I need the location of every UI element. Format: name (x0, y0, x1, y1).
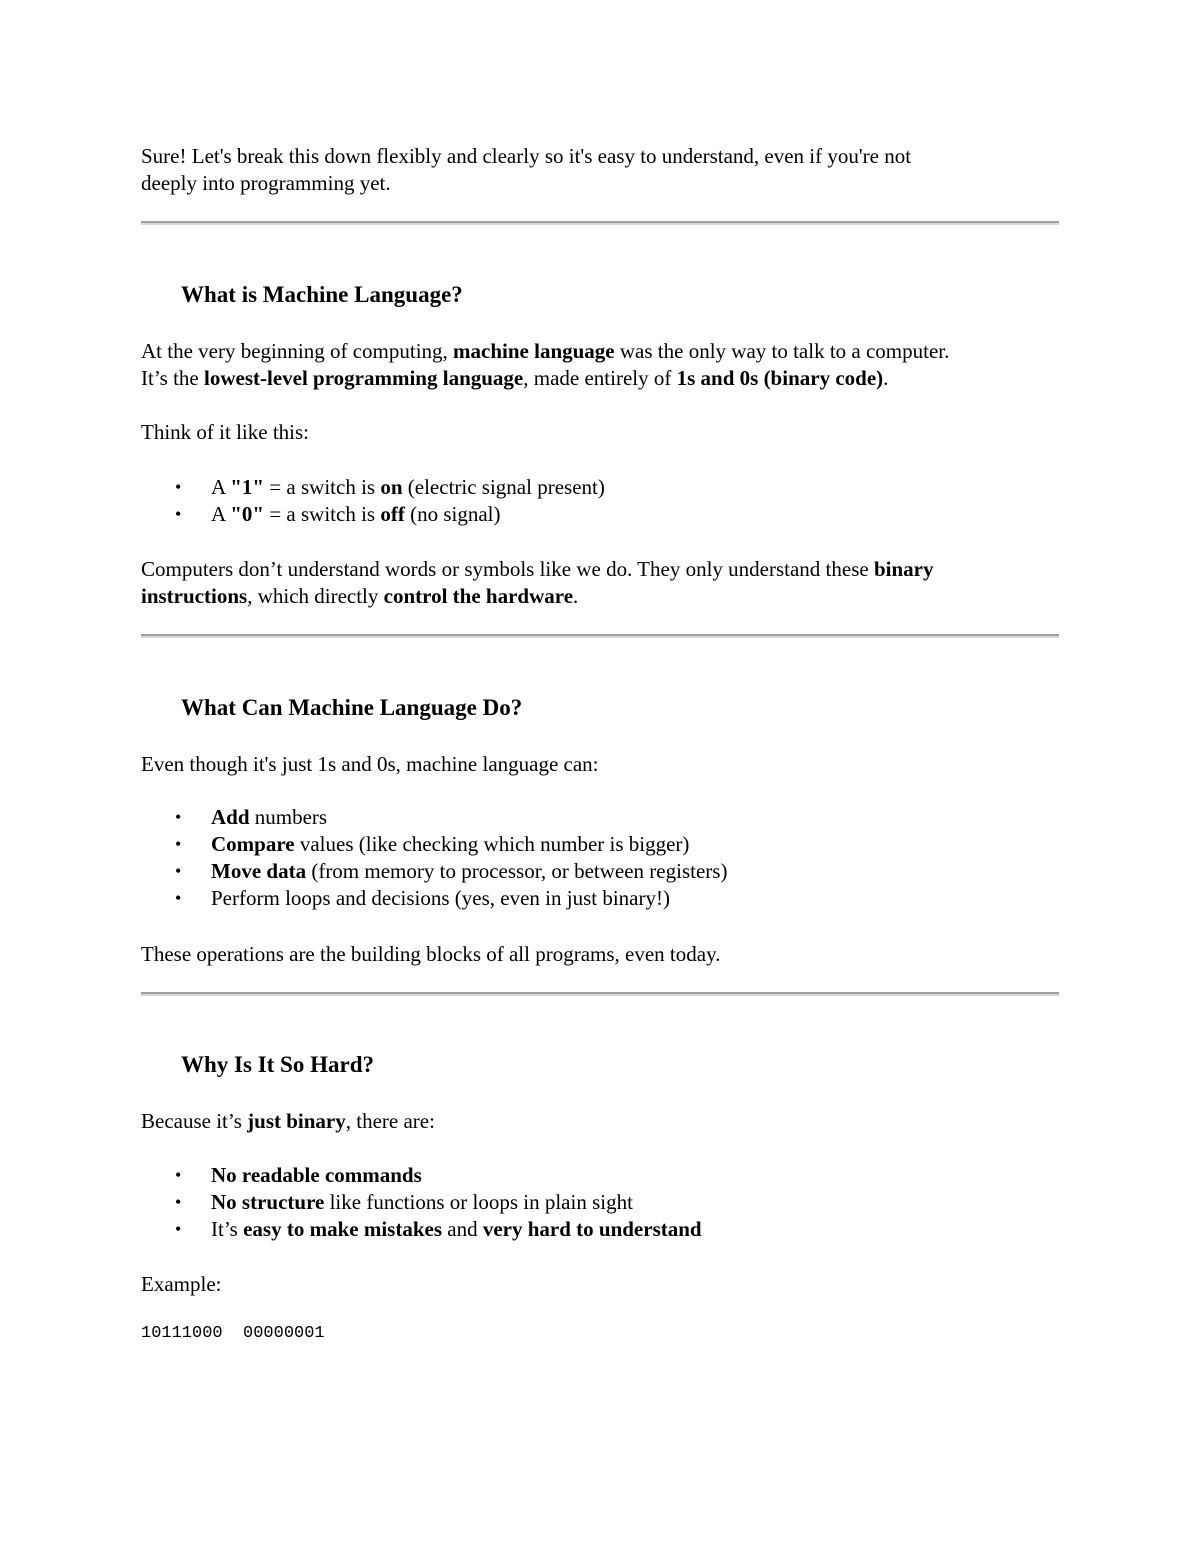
text-run: (electric signal present) (402, 475, 605, 499)
text-run: A (211, 475, 231, 499)
bullet-icon: • (175, 807, 182, 827)
text-run: values (like checking which number is bigger) (294, 832, 690, 856)
text-run: Because it’s (141, 1109, 248, 1133)
section2-paragraph-1: Even though it's just 1s and 0s, machine language can: (141, 752, 599, 776)
bold-run: Compare (211, 832, 295, 856)
binary-code-example: 10111000 00000001 (141, 1324, 325, 1343)
section-heading-machine-language: What is Machine Language? (181, 282, 463, 307)
bullet-icon: • (175, 1165, 182, 1185)
bullet-icon: • (175, 477, 182, 497)
text-run: numbers (249, 805, 328, 829)
text-run: It’s (211, 1217, 244, 1241)
text-run: A (211, 502, 231, 526)
text-run: = a switch is (264, 475, 381, 499)
list-item (141, 1216, 702, 1243)
intro-line-2: deeply into programming yet. (141, 171, 391, 195)
horizontal-rule-1 (141, 221, 1059, 225)
bold-run: lowest-level programming language (204, 366, 524, 390)
list-item (141, 858, 727, 885)
list-item (141, 1162, 702, 1189)
list-item (141, 474, 605, 501)
list-item (141, 885, 727, 912)
bold-run: 1s and 0s (binary code) (676, 366, 884, 390)
intro-line-1: Sure! Let's break this down flexibly and clearly so it's easy to understand, even if you're not (141, 144, 912, 168)
text-run: It’s the (141, 366, 204, 390)
text-run: At the very beginning of computing, (141, 339, 454, 363)
section1-paragraph-3 (141, 556, 1071, 610)
list-item (141, 501, 605, 528)
bold-run: Add (211, 805, 250, 829)
bold-run: No readable commands (211, 1163, 422, 1187)
bold-run: control the hardware (383, 584, 574, 608)
section-heading-why-hard: Why Is It So Hard? (181, 1052, 374, 1077)
bold-run: "0" (230, 502, 265, 526)
text-run: (from memory to processor, or between registers) (306, 859, 728, 883)
bold-run: easy to make mistakes (243, 1217, 442, 1241)
bold-run: "1" (230, 475, 265, 499)
list-item (141, 804, 727, 831)
bold-run: instructions (141, 584, 248, 608)
intro-paragraph (141, 143, 1071, 197)
text-run: . (883, 366, 889, 390)
horizontal-rule-2 (141, 634, 1059, 638)
example-label: Example: (141, 1272, 222, 1296)
text-run: (no signal) (404, 502, 501, 526)
text-run: was the only way to talk to a computer. (614, 339, 950, 363)
bold-run: Move data (211, 859, 307, 883)
text-run: like functions or loops in plain sight (324, 1190, 633, 1214)
section2-bullet-list (141, 804, 727, 912)
section2-paragraph-2: These operations are the building blocks of all programs, even today. (141, 942, 721, 966)
bullet-icon: • (175, 1192, 182, 1212)
text-run: Computers don’t understand words or symbols like we do. They only understand these (141, 557, 874, 581)
section3-bullet-list (141, 1162, 702, 1243)
bullet-icon: • (175, 834, 182, 854)
bold-run: machine language (453, 339, 615, 363)
text-run: , there are: (345, 1109, 435, 1133)
bullet-icon: • (175, 504, 182, 524)
bold-run: off (380, 502, 405, 526)
bullet-icon: • (175, 861, 182, 881)
text-run: . (573, 584, 579, 608)
bullet-icon: • (175, 1219, 182, 1239)
section1-paragraph-1 (141, 338, 1071, 392)
bullet-icon: • (175, 888, 182, 908)
text-run: = a switch is (264, 502, 381, 526)
section1-bullet-list (141, 474, 605, 528)
text-run: , which directly (247, 584, 384, 608)
bold-run: on (380, 475, 403, 499)
text-run: and (442, 1217, 483, 1241)
bold-run: binary (873, 557, 934, 581)
bold-run: just binary (247, 1109, 346, 1133)
section1-paragraph-2: Think of it like this: (141, 420, 309, 444)
section3-paragraph-1 (141, 1108, 1071, 1135)
list-item (141, 1189, 702, 1216)
horizontal-rule-3 (141, 992, 1059, 996)
bold-run: very hard to understand (482, 1217, 702, 1241)
list-item (141, 831, 727, 858)
text-run: Perform loops and decisions (yes, even in just binary!) (211, 886, 670, 910)
text-run: , made entirely of (523, 366, 677, 390)
section-heading-what-can-do: What Can Machine Language Do? (181, 695, 523, 720)
bold-run: No structure (211, 1190, 325, 1214)
